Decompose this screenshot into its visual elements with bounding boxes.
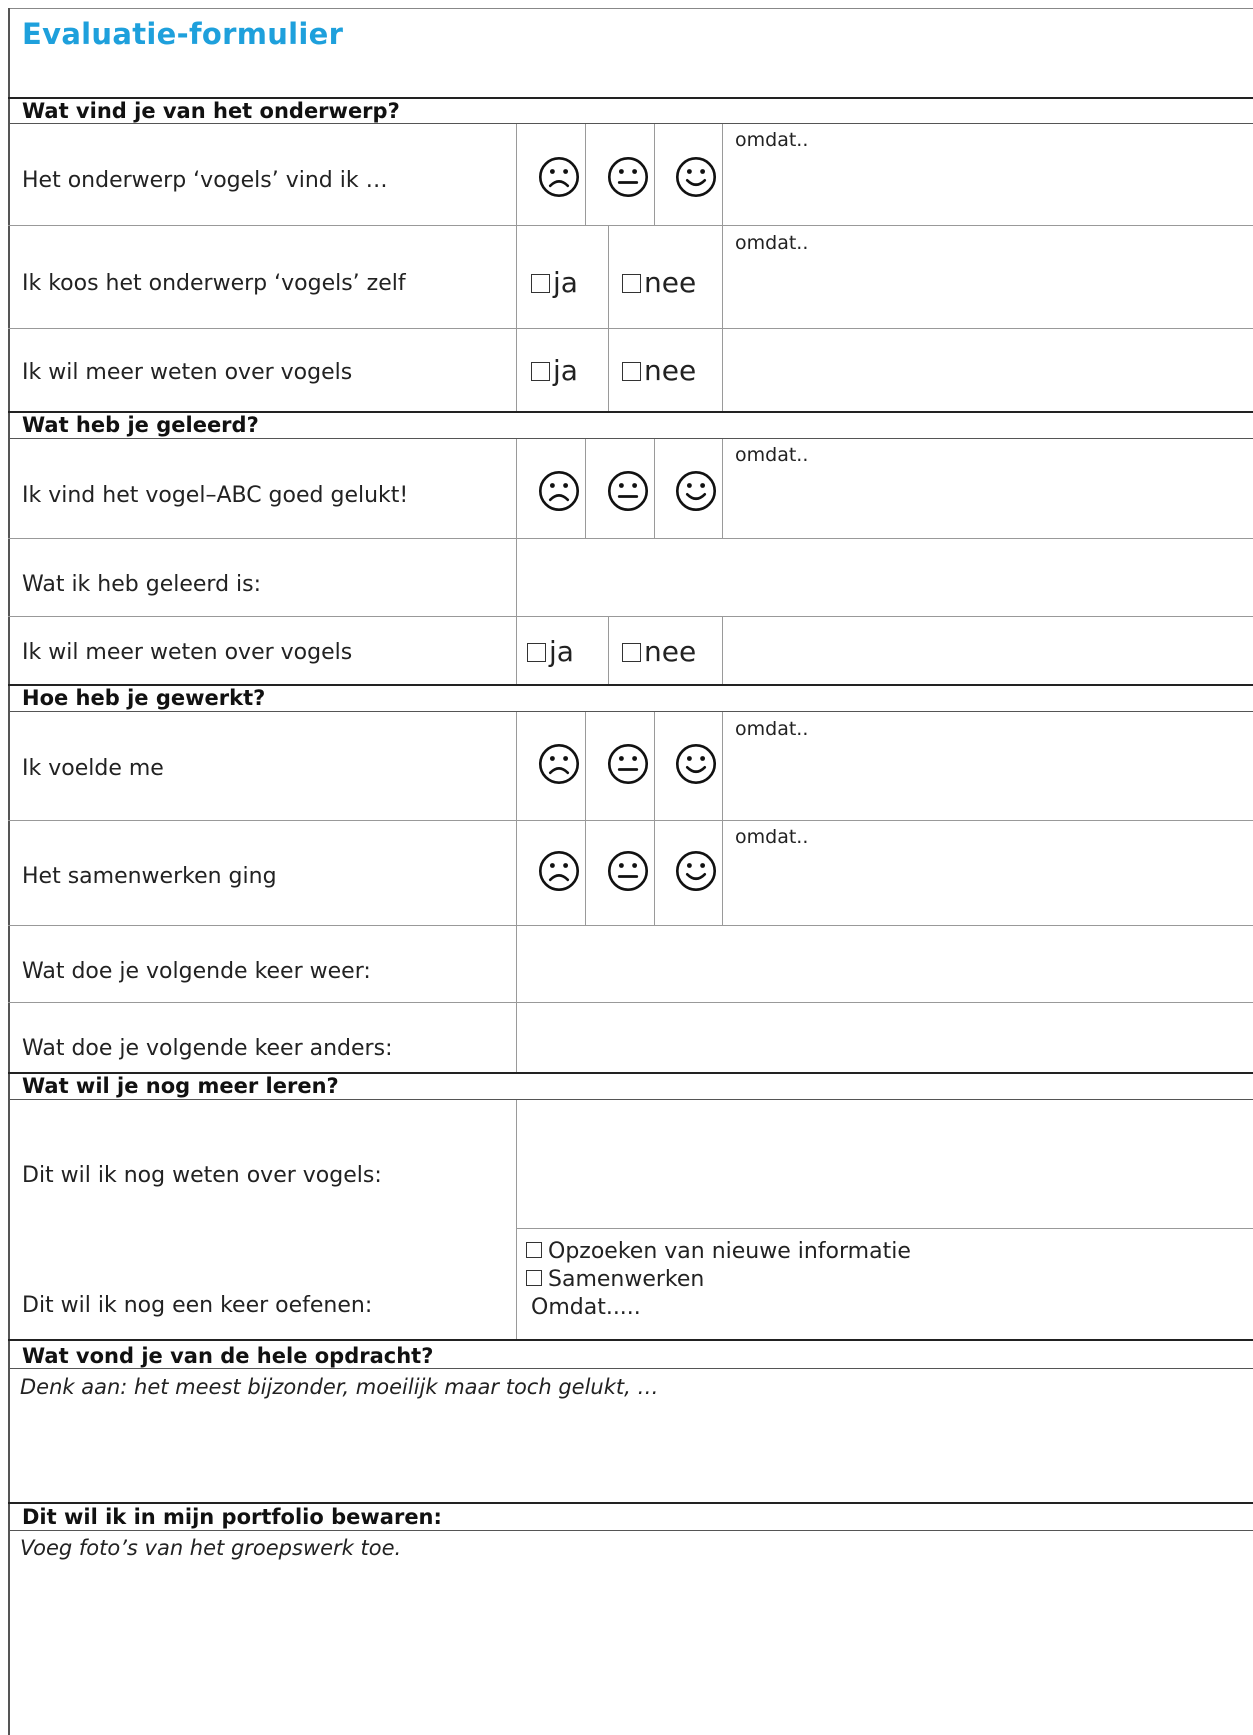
column-rule [516,1100,517,1340]
omdat-prompt[interactable]: omdat.. [735,129,809,151]
divider [8,123,1253,124]
row-label-practice: Dit wil ik nog een keer oefenen: [22,1293,373,1318]
divider [8,1339,1253,1341]
because-prompt[interactable]: Omdat..... [531,1295,641,1320]
checkbox-icon [526,1270,542,1286]
portfolio-hint: Voeg foto’s van het groepswerk toe. [20,1536,402,1560]
checkbox-icon [622,274,641,293]
column-rule [585,712,586,925]
checkbox-no[interactable]: nee [622,269,696,297]
column-rule [608,616,609,685]
omdat-prompt[interactable]: omdat.. [735,232,809,254]
row-label-want-more: Ik wil meer weten over vogels [22,640,353,665]
divider [516,1228,1253,1229]
divider [8,438,1253,439]
divider [8,1099,1253,1100]
checkbox-icon [622,643,641,662]
checkbox-yes[interactable]: ja [531,357,578,385]
column-rule [722,712,723,925]
column-rule [585,439,586,538]
divider [8,1530,1253,1531]
section-heading-portfolio: Dit wil ik in mijn portfolio bewaren: [22,1505,442,1529]
sad-face-icon[interactable] [537,155,581,199]
happy-face-icon[interactable] [674,742,718,786]
sad-face-icon[interactable] [537,469,581,513]
neutral-face-icon[interactable] [606,469,650,513]
checkbox-icon [527,643,546,662]
section-heading-worked: Hoe heb je gewerkt? [22,686,266,710]
checkbox-yes[interactable]: ja [527,638,574,666]
omdat-prompt[interactable]: omdat.. [735,826,809,848]
title-area [10,9,1253,97]
row-label-want-to-know: Dit wil ik nog weten over vogels: [22,1163,382,1188]
row-label-topic-opinion: Het onderwerp ‘vogels’ vind ik … [22,168,388,193]
section-heading-topic: Wat vind je van het onderwerp? [22,99,400,123]
row-label-felt: Ik voelde me [22,756,164,781]
divider [8,1002,1253,1003]
option-research[interactable]: Opzoeken van nieuwe informatie [526,1241,911,1263]
neutral-face-icon[interactable] [606,155,650,199]
checkbox-no[interactable]: nee [622,638,696,666]
divider [8,820,1253,821]
checkbox-no[interactable]: nee [622,357,696,385]
sad-face-icon[interactable] [537,849,581,893]
column-rule [654,124,655,225]
column-rule [608,225,609,412]
divider [8,538,1253,539]
column-rule [722,439,723,538]
row-label-different: Wat doe je volgende keer anders: [22,1036,393,1061]
checkbox-icon [531,274,550,293]
column-rule [722,124,723,412]
neutral-face-icon[interactable] [606,742,650,786]
form-title: Evaluatie-formulier [22,17,344,51]
checkbox-icon [531,362,550,381]
row-label-chose-topic: Ik koos het onderwerp ‘vogels’ zelf [22,271,406,296]
row-label-learned: Wat ik heb geleerd is: [22,572,262,597]
evaluation-form [8,8,1253,1735]
happy-face-icon[interactable] [674,469,718,513]
omdat-prompt[interactable]: omdat.. [735,718,809,740]
divider [8,225,1253,226]
option-cooperate[interactable]: Samenwerken [526,1269,704,1291]
row-label-again: Wat doe je volgende keer weer: [22,959,371,984]
column-rule [585,124,586,225]
assignment-hint: Denk aan: het meest bijzonder, moeilijk maar toch gelukt, … [20,1375,659,1399]
section-heading-assignment: Wat vond je van de hele opdracht? [22,1344,434,1368]
row-label-cooperation: Het samenwerken ging [22,864,277,889]
section-heading-more: Wat wil je nog meer leren? [22,1074,339,1098]
column-rule [654,712,655,925]
column-rule [516,712,517,1073]
divider [8,925,1253,926]
column-rule [654,439,655,538]
row-label-want-more: Ik wil meer weten over vogels [22,360,353,385]
checkbox-icon [622,362,641,381]
divider [8,328,1253,329]
section-heading-learned: Wat heb je geleerd? [22,413,259,437]
row-label-abc: Ik vind het vogel–ABC goed gelukt! [22,483,409,508]
happy-face-icon[interactable] [674,155,718,199]
neutral-face-icon[interactable] [606,849,650,893]
divider [8,616,1253,617]
form-left-border [8,8,10,1735]
checkbox-icon [526,1242,542,1258]
checkbox-yes[interactable]: ja [531,269,578,297]
column-rule [516,439,517,685]
divider [8,711,1253,712]
column-rule [516,124,517,412]
happy-face-icon[interactable] [674,849,718,893]
column-rule [722,616,723,685]
divider [8,1502,1253,1504]
sad-face-icon[interactable] [537,742,581,786]
divider [8,1368,1253,1369]
omdat-prompt[interactable]: omdat.. [735,444,809,466]
